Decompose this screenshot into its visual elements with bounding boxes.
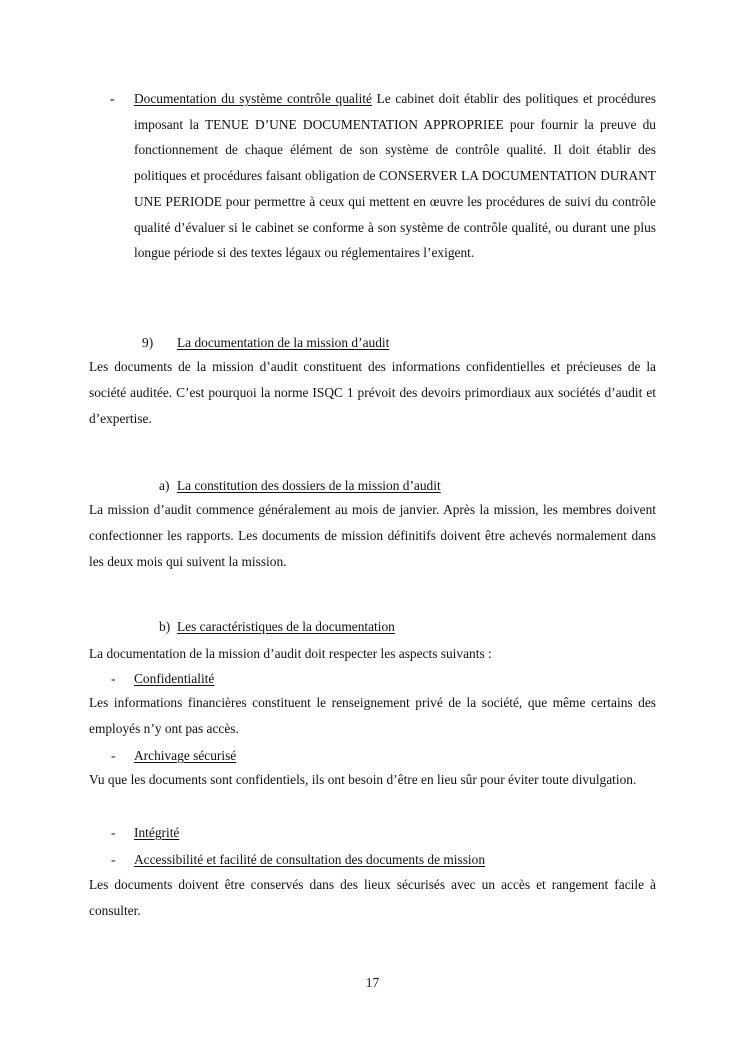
item-confidentialite-text: Les informations financières constituent le renseignement privé de la société, que même certains des employés n’y ont pas accès. (89, 695, 656, 736)
bullet-dash: - (111, 825, 116, 840)
subsection-b-title: Les caractéristiques de la documentation (177, 619, 395, 634)
subsection-a-title: La constitution des dossiers de la mission d’audit (177, 478, 441, 493)
subsection-a-letter: a) (159, 478, 170, 493)
documentation-title: Documentation du système contrôle qualité (134, 91, 372, 106)
item-accessibilite-text: Les documents doivent être conservés dans des lieux sécurisés avec un accès et rangement facile à consulter. (89, 877, 656, 918)
section-9-number: 9) (142, 335, 154, 350)
item-integrite-label: Intégrité (134, 825, 180, 840)
item-confidentialite-label: Confidentialité (134, 671, 215, 686)
item-accessibilite-label: Accessibilité et facilité de consultation des documents de mission (134, 852, 486, 867)
subsection-b-intro: La documentation de la mission d’audit doit respecter les aspects suivants : (89, 646, 492, 661)
section-9-title: La documentation de la mission d’audit (177, 335, 390, 350)
bullet-dash: - (111, 852, 116, 867)
documentation-text: Le cabinet doit établir des politiques et procédures imposant la TENUE D’UNE DOCUMENTATION APPROPRIEE pour fournir la preuve du fonctionnement de chaque élément de son système de contrôle qualité. Il doit établir des politiques et procédures faisant obligation de CONSERVER LA DOCUMENTATION DURANT UNE PERIODE pour permettre à ceux qui mettent en œuvre les procédures de suivi du contrôle qualité d’évaluer si le cabinet se conforme à son système de contrôle qualité, ou durant une plus longue période si des textes légaux ou réglementaires l’exigent. (134, 91, 656, 261)
page-number: 17 (365, 975, 380, 990)
subsection-b-letter: b) (159, 619, 171, 634)
bullet-dash: - (111, 748, 116, 763)
section-9-paragraph: Les documents de la mission d’audit constituent des informations confidentielles et précieuses de la société auditée. C’est pourquoi la norme ISQC 1 prévoit des devoirs primordiaux aux sociétés d’audit et d’expertise. (89, 359, 656, 426)
item-archivage-label: Archivage sécurisé (134, 748, 237, 763)
subsection-a-paragraph: La mission d’audit commence généralement au mois de janvier. Après la mission, les membres doivent confectionner les rapports. Les documents de mission définitifs doivent être achevés normalement dans les deux mois qui suivent la mission. (89, 502, 656, 569)
documentation-paragraph (134, 86, 656, 266)
item-archivage-text: Vu que les documents sont confidentiels, ils ont besoin d’être en lieu sûr pour éviter toute divulgation. (89, 772, 637, 787)
bullet-dash: - (110, 91, 115, 106)
bullet-dash: - (111, 671, 116, 686)
